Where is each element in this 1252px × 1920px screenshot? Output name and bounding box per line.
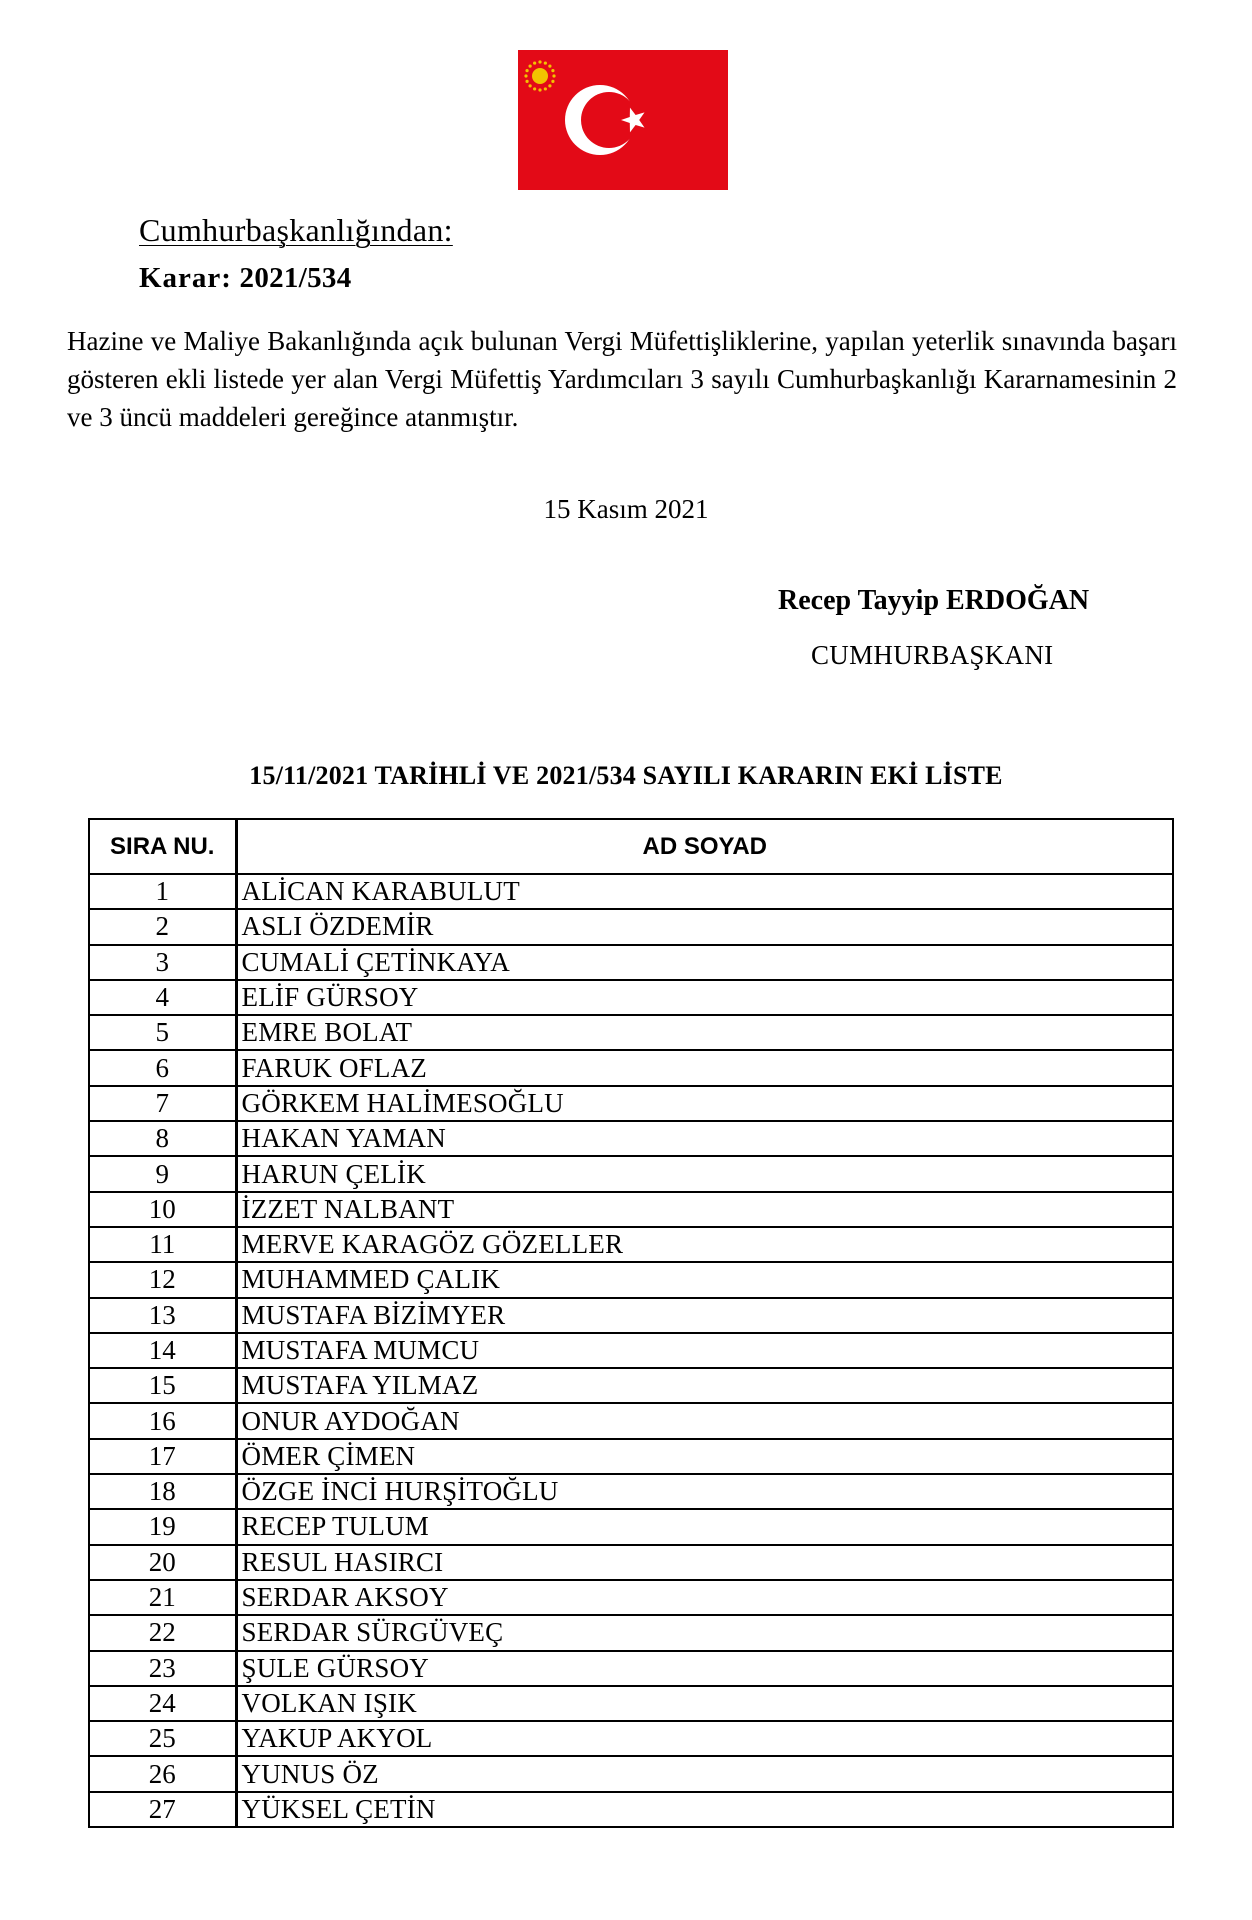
table-row	[89, 1368, 1173, 1403]
table-row	[89, 1015, 1173, 1050]
row-number: 1	[89, 874, 236, 909]
signer-title: CUMHURBAŞKANI	[811, 640, 1054, 670]
row-full-name: MERVE KARAGÖZ GÖZELLER	[236, 1227, 1173, 1262]
table-row	[89, 945, 1173, 980]
row-number: 13	[89, 1298, 236, 1333]
row-number: 2	[89, 909, 236, 944]
row-full-name: EMRE BOLAT	[236, 1015, 1173, 1050]
row-full-name: MUSTAFA MUMCU	[236, 1333, 1173, 1368]
row-number: 9	[89, 1156, 236, 1191]
row-full-name: SERDAR SÜRGÜVEÇ	[236, 1615, 1173, 1650]
row-number: 22	[89, 1615, 236, 1650]
table-row	[89, 1439, 1173, 1474]
row-number: 11	[89, 1227, 236, 1262]
table-row	[89, 1721, 1173, 1756]
row-number: 21	[89, 1580, 236, 1615]
row-full-name: SERDAR AKSOY	[236, 1580, 1173, 1615]
row-full-name: ASLI ÖZDEMİR	[236, 909, 1173, 944]
row-full-name: ALİCAN KARABULUT	[236, 874, 1173, 909]
decision-date: 15 Kasım 2021	[543, 494, 709, 524]
table-row	[89, 1474, 1173, 1509]
decision-number	[139, 262, 352, 295]
row-full-name: ELİF GÜRSOY	[236, 980, 1173, 1015]
table-row	[89, 1545, 1173, 1580]
table-row	[89, 1156, 1173, 1191]
row-full-name: HARUN ÇELİK	[236, 1156, 1173, 1191]
row-number: 3	[89, 945, 236, 980]
row-number: 19	[89, 1509, 236, 1544]
row-full-name: YÜKSEL ÇETİN	[236, 1792, 1173, 1827]
table-row	[89, 1050, 1173, 1085]
table-row	[89, 1509, 1173, 1544]
row-number: 17	[89, 1439, 236, 1474]
row-number: 18	[89, 1474, 236, 1509]
table-row	[89, 1580, 1173, 1615]
row-number: 20	[89, 1545, 236, 1580]
table-row	[89, 1192, 1173, 1227]
row-number: 16	[89, 1403, 236, 1438]
row-full-name: CUMALİ ÇETİNKAYA	[236, 945, 1173, 980]
row-full-name: İZZET NALBANT	[236, 1192, 1173, 1227]
row-number: 23	[89, 1651, 236, 1686]
table-row	[89, 1262, 1173, 1297]
appointee-table	[88, 818, 1174, 1828]
row-number: 15	[89, 1368, 236, 1403]
row-number: 8	[89, 1121, 236, 1156]
table-row	[89, 1686, 1173, 1721]
column-header-number: SIRA NU.	[89, 819, 236, 874]
row-number: 14	[89, 1333, 236, 1368]
row-number: 4	[89, 980, 236, 1015]
row-full-name: VOLKAN IŞIK	[236, 1686, 1173, 1721]
column-header-name: AD SOYAD	[236, 819, 1173, 874]
issuer-heading: Cumhurbaşkanlığından:	[139, 212, 453, 248]
row-number: 7	[89, 1086, 236, 1121]
row-number: 12	[89, 1262, 236, 1297]
table-row	[89, 874, 1173, 909]
row-number: 24	[89, 1686, 236, 1721]
table-row	[89, 1298, 1173, 1333]
presidential-flag-icon	[518, 50, 728, 190]
row-full-name: ÖZGE İNCİ HURŞİTOĞLU	[236, 1474, 1173, 1509]
table-row	[89, 909, 1173, 944]
annex-list-title: 15/11/2021 TARİHLİ VE 2021/534 SAYILI KARARIN EKİ LİSTE	[249, 761, 1003, 790]
row-full-name: YAKUP AKYOL	[236, 1721, 1173, 1756]
row-full-name: HAKAN YAMAN	[236, 1121, 1173, 1156]
decision-value: 2021/534	[239, 262, 352, 294]
row-full-name: YUNUS ÖZ	[236, 1756, 1173, 1791]
row-number: 26	[89, 1756, 236, 1791]
table-row	[89, 1333, 1173, 1368]
row-full-name: ONUR AYDOĞAN	[236, 1403, 1173, 1438]
table-row	[89, 1756, 1173, 1791]
table-row	[89, 1792, 1173, 1827]
row-number: 27	[89, 1792, 236, 1827]
row-full-name: RESUL HASIRCI	[236, 1545, 1173, 1580]
row-number: 10	[89, 1192, 236, 1227]
row-full-name: FARUK OFLAZ	[236, 1050, 1173, 1085]
row-number: 5	[89, 1015, 236, 1050]
row-full-name: RECEP TULUM	[236, 1509, 1173, 1544]
row-full-name: MUSTAFA YILMAZ	[236, 1368, 1173, 1403]
table-row	[89, 1086, 1173, 1121]
table-header-row	[89, 819, 1173, 874]
row-number: 6	[89, 1050, 236, 1085]
row-number: 25	[89, 1721, 236, 1756]
decision-body-text: Hazine ve Maliye Bakanlığında açık bulunan Vergi Müfettişliklerine, yapılan yeterlik sınavında başarı gösteren ekli listede yer alan Vergi Müfettiş Yardımcıları 3 sayılı Cumhurbaşkanlığı Kararnamesinin 2 ve 3 üncü maddeleri gereğince atanmıştır.	[67, 326, 1177, 432]
row-full-name: ÖMER ÇİMEN	[236, 1439, 1173, 1474]
table-row	[89, 1121, 1173, 1156]
row-full-name: MUSTAFA BİZİMYER	[236, 1298, 1173, 1333]
table-row	[89, 980, 1173, 1015]
signer-name: Recep Tayyip ERDOĞAN	[778, 585, 1090, 616]
table-row	[89, 1615, 1173, 1650]
row-full-name: MUHAMMED ÇALIK	[236, 1262, 1173, 1297]
table-row	[89, 1651, 1173, 1686]
row-full-name: ŞULE GÜRSOY	[236, 1651, 1173, 1686]
table-row	[89, 1403, 1173, 1438]
decision-label: Karar:	[139, 262, 232, 294]
table-row	[89, 1227, 1173, 1262]
row-full-name: GÖRKEM HALİMESOĞLU	[236, 1086, 1173, 1121]
